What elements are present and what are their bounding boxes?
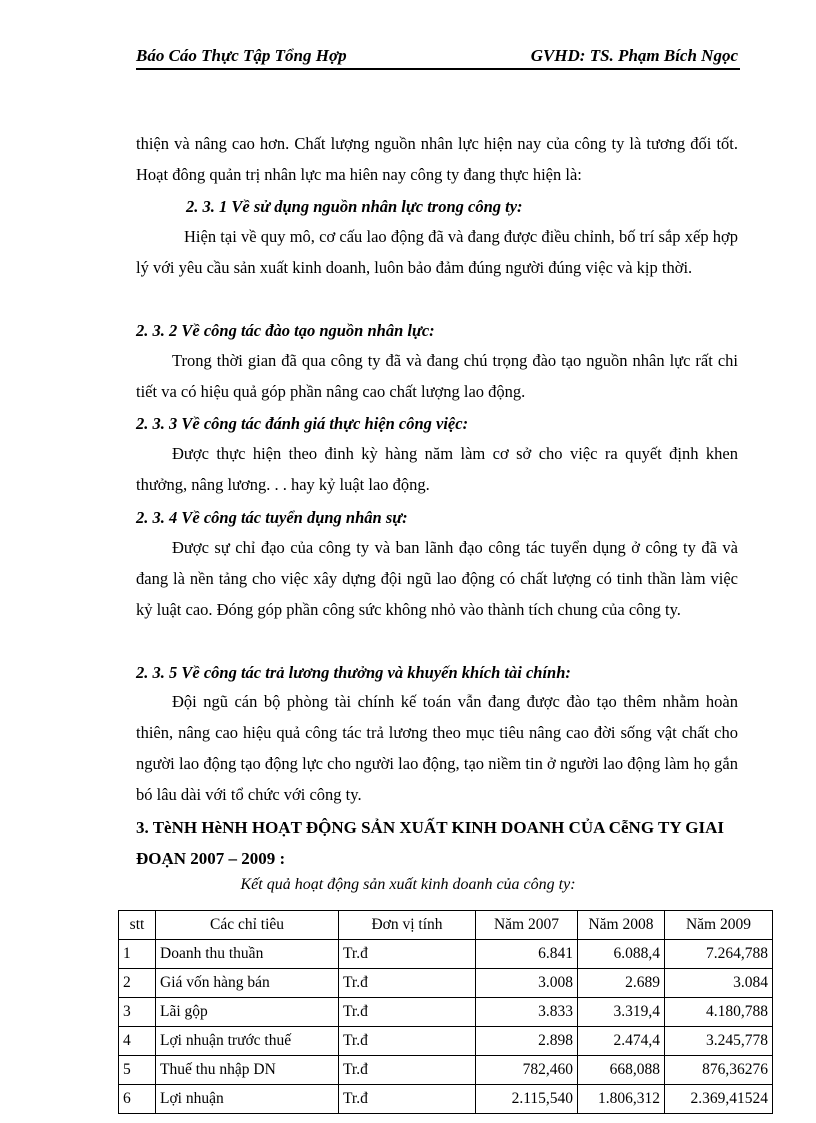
cell-stt: 3: [119, 998, 156, 1027]
cell-stt: 1: [119, 940, 156, 969]
paragraph-intro: thiện và nâng cao hơn. Chất lượng nguồn nhân lực hiện nay của công ty là tương đối tốt. Hoạt đông quản trị nhân lực ma hiên nay công ty đang thực hiện là:: [136, 134, 738, 184]
cell-2008: 1.806,312: [578, 1085, 665, 1114]
cell-2009: 7.264,788: [665, 940, 773, 969]
cell-2009: 3.245,778: [665, 1027, 773, 1056]
table-row: [119, 998, 773, 1027]
heading-2-3-2: 2. 3. 2 Về công tác đào tạo nguồn nhân lực:: [136, 321, 435, 340]
cell-2008: 2.689: [578, 969, 665, 998]
page-header: [136, 44, 740, 70]
cell-2009: 4.180,788: [665, 998, 773, 1027]
table-caption: Kết quả hoạt động sản xuất kinh doanh của công ty:: [240, 876, 576, 893]
cell-indicator: Lợi nhuận trước thuế: [156, 1027, 339, 1056]
cell-2008: 2.474,4: [578, 1027, 665, 1056]
col-indicator: Các chỉ tiêu: [156, 911, 339, 940]
cell-unit: Tr.đ: [339, 1085, 476, 1114]
table-row: [119, 969, 773, 998]
cell-stt: 6: [119, 1085, 156, 1114]
cell-2008: 6.088,4: [578, 940, 665, 969]
cell-2009: 2.369,41524: [665, 1085, 773, 1114]
paragraph-2-3-4: Được sự chỉ đạo của công ty và ban lãnh đạo công tác tuyển dụng ở công ty đã và đang là nền tảng cho việc xây dựng đội ngũ lao động có chất lượng có tinh thần làm việc kỷ luật cao. Đóng góp phần công sức không nhỏ vào thành tích chung của công ty.: [136, 538, 738, 619]
cell-2009: 876,36276: [665, 1056, 773, 1085]
cell-2008: 3.319,4: [578, 998, 665, 1027]
cell-indicator: Lợi nhuận: [156, 1085, 339, 1114]
cell-2007: 3.833: [476, 998, 578, 1027]
table-row: [119, 1085, 773, 1114]
table-row: [119, 940, 773, 969]
paragraph-2-3-3: Được thực hiện theo đinh kỳ hàng năm làm cơ sở cho việc ra quyết định khen thưởng, nâng lương. . . hay kỷ luật lao động.: [136, 444, 738, 494]
report-title: Báo Cáo Thực Tập Tổng Hợp: [136, 46, 347, 65]
cell-stt: 2: [119, 969, 156, 998]
paragraph-2-3-1: Hiện tại về quy mô, cơ cấu lao động đã và đang được điều chỉnh, bố trí sắp xếp hợp lý với yêu cầu sản xuất kinh doanh, luôn bảo đảm đúng người đúng việc và kịp thời.: [136, 227, 738, 277]
cell-2007: 3.008: [476, 969, 578, 998]
cell-indicator: Lãi gộp: [156, 998, 339, 1027]
col-2009: Năm 2009: [665, 911, 773, 940]
heading-2-3-5: 2. 3. 5 Về công tác trả lương thưởng và khuyến khích tài chính:: [136, 663, 571, 682]
cell-unit: Tr.đ: [339, 1027, 476, 1056]
heading-2-3-4: 2. 3. 4 Về công tác tuyển dụng nhân sự:: [136, 508, 408, 527]
section-3-heading: 3. TèNH HèNH HOẠT ĐỘNG SẢN XUẤT KINH DOANH CỦA CễNG TY GIAI ĐOẠN 2007 – 2009 :: [136, 818, 724, 868]
col-2008: Năm 2008: [578, 911, 665, 940]
table-header-row: [119, 911, 773, 940]
cell-2007: 6.841: [476, 940, 578, 969]
business-results-table: [118, 910, 773, 1114]
table-row: [119, 1056, 773, 1085]
heading-2-3-1: 2. 3. 1 Về sử dụng nguồn nhân lực trong công ty:: [186, 197, 523, 216]
cell-stt: 5: [119, 1056, 156, 1085]
cell-2007: 2.898: [476, 1027, 578, 1056]
col-2007: Năm 2007: [476, 911, 578, 940]
cell-2007: 782,460: [476, 1056, 578, 1085]
col-unit: Đơn vị tính: [339, 911, 476, 940]
cell-stt: 4: [119, 1027, 156, 1056]
paragraph-2-3-5: Đội ngũ cán bộ phòng tài chính kế toán vẫn đang được đào tạo thêm nhằm hoàn thiên, nâng cao hiệu quả công tác trả lương theo mục tiêu nâng cao đời sống vật chất cho người lao động tạo động lực cho người lao động, tạo niềm tin ở người lao động làm họ gắn bó lâu dài với tổ chức với công ty.: [136, 692, 738, 804]
cell-indicator: Thuế thu nhập DN: [156, 1056, 339, 1085]
heading-2-3-3: 2. 3. 3 Về công tác đánh giá thực hiện công việc:: [136, 414, 469, 433]
supervisor: GVHD: TS. Phạm Bích Ngọc: [530, 46, 738, 65]
table-row: [119, 1027, 773, 1056]
cell-unit: Tr.đ: [339, 1056, 476, 1085]
cell-unit: Tr.đ: [339, 940, 476, 969]
cell-indicator: Giá vốn hàng bán: [156, 969, 339, 998]
cell-unit: Tr.đ: [339, 998, 476, 1027]
cell-2008: 668,088: [578, 1056, 665, 1085]
cell-2009: 3.084: [665, 969, 773, 998]
cell-unit: Tr.đ: [339, 969, 476, 998]
cell-2007: 2.115,540: [476, 1085, 578, 1114]
paragraph-2-3-2: Trong thời gian đã qua công ty đã và đang chú trọng đào tạo nguồn nhân lực rất chi tiết va có hiệu quả góp phần nâng cao chất lượng lao động.: [136, 351, 738, 401]
cell-indicator: Doanh thu thuần: [156, 940, 339, 969]
col-stt: stt: [119, 911, 156, 940]
